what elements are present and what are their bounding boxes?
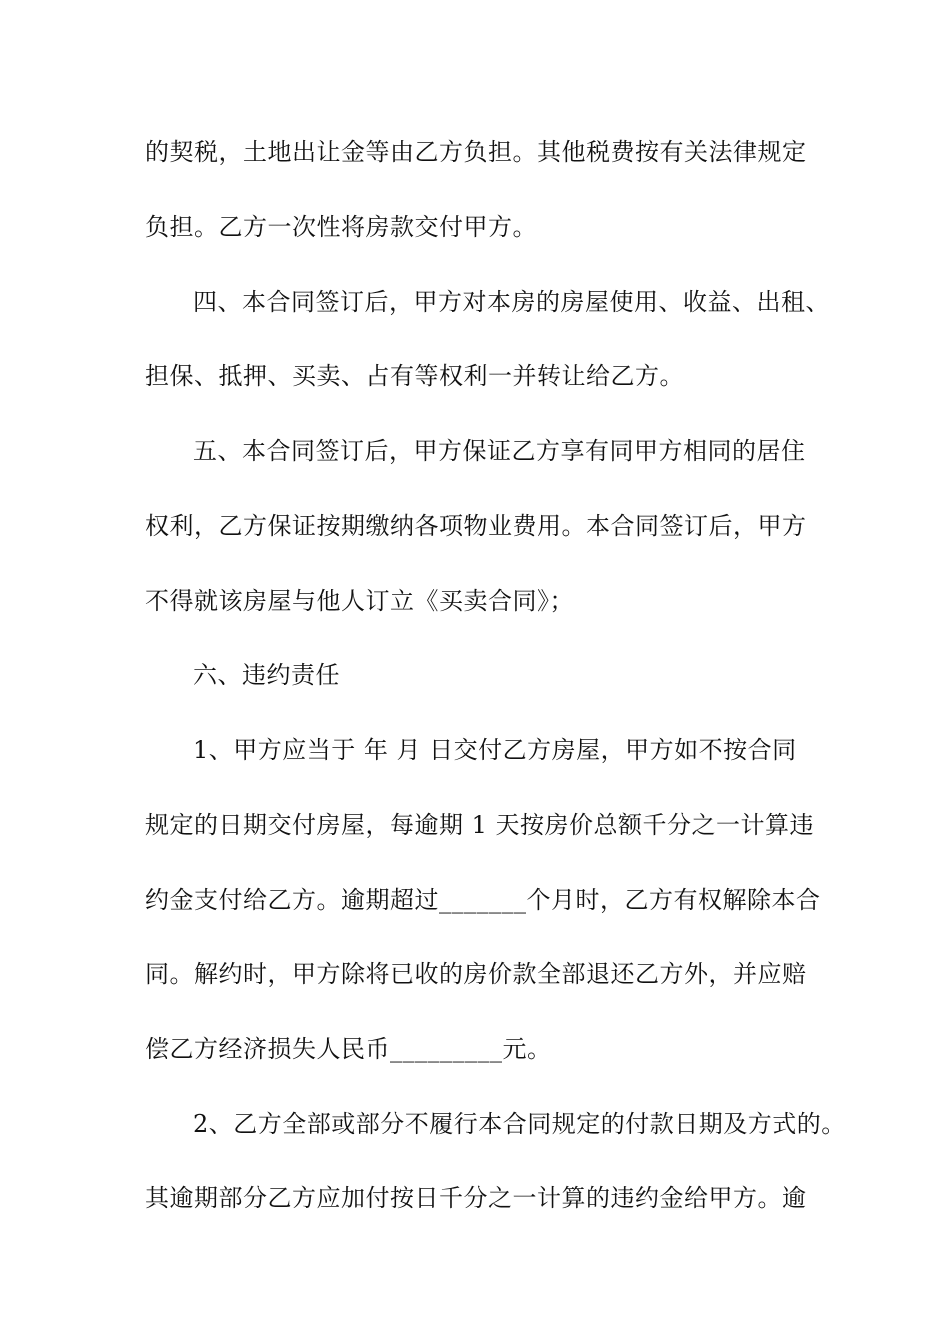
clause-4-line: 四、本合同签订后，甲方对本房的房屋使用、收益、出租、	[193, 288, 830, 316]
paragraph-line: 权利，乙方保证按期缴纳各项物业费用。本合同签订后，甲方	[145, 512, 807, 540]
paragraph-line: 规定的日期交付房屋，每逾期 1 天按房价总额千分之一计算违	[145, 811, 815, 839]
paragraph-line: 同。解约时，甲方除将已收的房价款全部退还乙方外，并应赔	[145, 960, 807, 988]
clause-5-line: 五、本合同签订后，甲方保证乙方享有同甲方相同的居住	[193, 437, 806, 465]
item-1-line: 1、甲方应当于 年 月 日交付乙方房屋，甲方如不按合同	[193, 736, 797, 764]
paragraph-line: 担保、抵押、买卖、占有等权利一并转让给乙方。	[145, 362, 684, 390]
item-2-line: 2、乙方全部或部分不履行本合同规定的付款日期及方式的。	[193, 1110, 846, 1138]
paragraph-line: 偿乙方经济损失人民币_________元。	[145, 1035, 552, 1063]
paragraph-line: 的契税，土地出让金等由乙方负担。其他税费按有关法律规定	[145, 138, 807, 166]
paragraph-line: 负担。乙方一次性将房款交付甲方。	[145, 213, 537, 241]
paragraph-line: 不得就该房屋与他人订立《买卖合同》；	[145, 587, 574, 615]
section-heading: 六、违约责任	[193, 661, 340, 689]
paragraph-line: 约金支付给乙方。逾期超过_______个月时，乙方有权解除本合	[145, 886, 821, 914]
paragraph-line: 其逾期部分乙方应加付按日千分之一计算的违约金给甲方。逾	[145, 1184, 807, 1212]
